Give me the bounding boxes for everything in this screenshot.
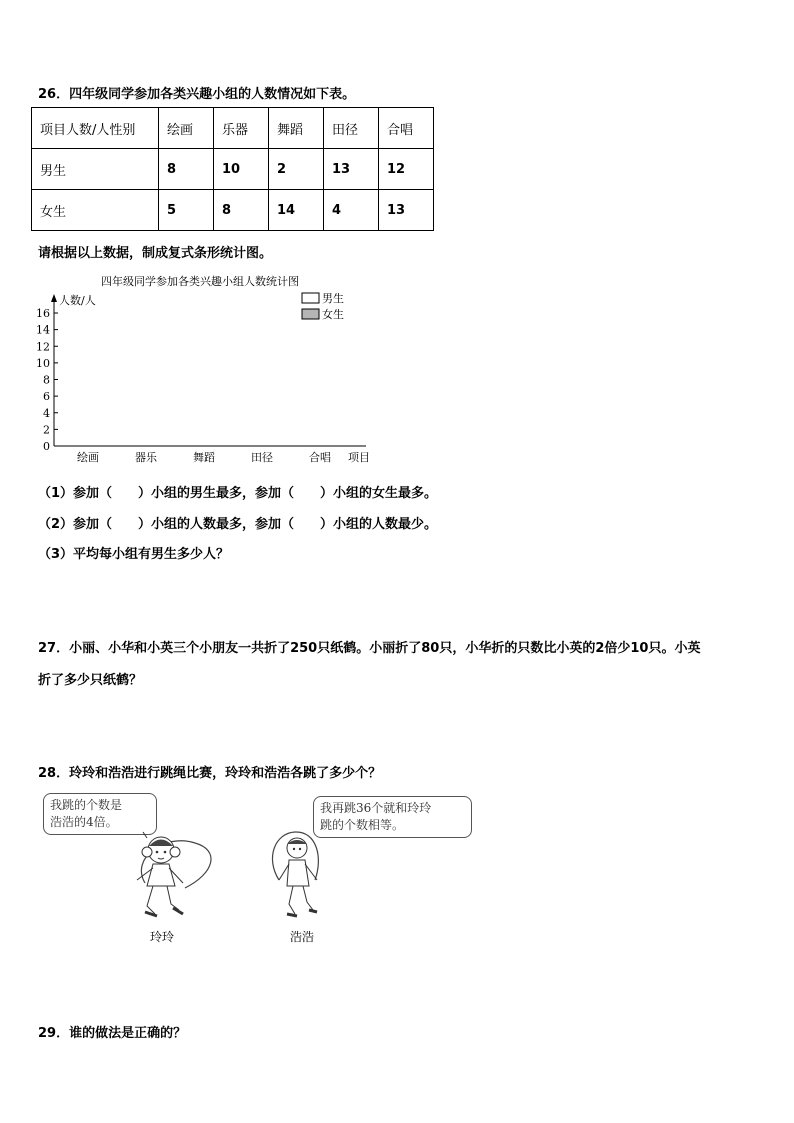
y-tick-label: 12 bbox=[36, 340, 50, 354]
table-cell: 8 bbox=[214, 190, 269, 231]
table-cell: 12 bbox=[379, 149, 434, 190]
table-row bbox=[32, 149, 434, 190]
q29-title: 29．谁的做法是正确的？ bbox=[38, 1026, 187, 1041]
table-cell: 13 bbox=[324, 149, 379, 190]
table-header-cell: 乐器 bbox=[214, 108, 269, 149]
table-header-row bbox=[32, 108, 434, 149]
legend-swatch-boys bbox=[302, 293, 319, 303]
y-tick-label: 10 bbox=[36, 356, 50, 370]
y-tick-label: 16 bbox=[36, 307, 50, 320]
bubble-text: 浩浩的4倍。 bbox=[50, 815, 118, 829]
q28-title: 28．玲玲和浩浩进行跳绳比赛，玲玲和浩浩各跳了多少个？ bbox=[38, 766, 382, 781]
table-cell: 10 bbox=[214, 149, 269, 190]
grouped-bar-chart bbox=[30, 268, 375, 468]
x-axis-label: 项目 bbox=[348, 451, 370, 464]
table-row bbox=[32, 190, 434, 231]
y-tick-label: 8 bbox=[43, 373, 50, 387]
y-tick-label: 6 bbox=[43, 390, 50, 404]
q26-instruction: 请根据以上数据，制成复式条形统计图。 bbox=[38, 246, 273, 261]
legend-label-girls: 女生 bbox=[322, 308, 344, 321]
boy-jumping-rope-illustration bbox=[265, 828, 345, 928]
q26-title: 26．四年级同学参加各类兴趣小组的人数情况如下表。 bbox=[38, 87, 356, 102]
name-label-haohao: 浩浩 bbox=[290, 930, 315, 944]
x-category-label: 器乐 bbox=[135, 451, 157, 464]
q26-sub1: （1）参加（ ）小组的男生最多，参加（ ）小组的女生最多。 bbox=[38, 486, 438, 501]
table-cell: 4 bbox=[324, 190, 379, 231]
q27-line1: 27．小丽、小华和小英三个小朋友一共折了250只纸鹤。小丽折了80只，小华折的只数比小英的2倍少10只。小英 bbox=[38, 641, 701, 656]
q26-sub3: （3）平均每小组有男生多少人？ bbox=[38, 547, 230, 562]
y-axis-label: 人数/人 bbox=[59, 294, 96, 307]
table-cell: 男生 bbox=[32, 149, 159, 190]
table-cell: 5 bbox=[159, 190, 214, 231]
data-table bbox=[31, 107, 434, 231]
table-cell: 2 bbox=[269, 149, 324, 190]
q27-line2: 折了多少只纸鹤？ bbox=[38, 673, 143, 688]
x-category-label: 舞蹈 bbox=[193, 451, 215, 464]
table-cell: 8 bbox=[159, 149, 214, 190]
y-tick-label: 0 bbox=[43, 440, 50, 453]
table-header-cell: 田径 bbox=[324, 108, 379, 149]
table-header-cell: 绘画 bbox=[159, 108, 214, 149]
y-tick-label: 4 bbox=[43, 406, 50, 420]
bubble-text: 我跳的个数是 bbox=[50, 798, 123, 812]
x-category-label: 合唱 bbox=[309, 451, 331, 464]
y-tick-label: 2 bbox=[43, 423, 50, 437]
x-category-label: 绘画 bbox=[77, 451, 99, 464]
name-label-lingling: 玲玲 bbox=[150, 930, 175, 944]
x-category-label: 田径 bbox=[251, 451, 273, 464]
y-tick-label: 14 bbox=[36, 323, 50, 337]
table-cell: 13 bbox=[379, 190, 434, 231]
q26-sub2: （2）参加（ ）小组的人数最多，参加（ ）小组的人数最少。 bbox=[38, 517, 438, 532]
legend-swatch-girls bbox=[302, 309, 319, 319]
chart-title: 四年级同学参加各类兴趣小组人数统计图 bbox=[101, 275, 299, 288]
table-header-cell: 项目人数/人性别 bbox=[32, 108, 159, 149]
bubble-text: 我再跳36个就和玲玲 bbox=[320, 801, 432, 815]
table-cell: 女生 bbox=[32, 190, 159, 231]
y-axis-arrow bbox=[51, 294, 57, 302]
table-header-cell: 舞蹈 bbox=[269, 108, 324, 149]
bubble-text: 跳的个数相等。 bbox=[320, 818, 405, 832]
table-cell: 14 bbox=[269, 190, 324, 231]
table-header-cell: 合唱 bbox=[379, 108, 434, 149]
girl-jumping-rope-illustration bbox=[125, 828, 225, 928]
legend-label-boys: 男生 bbox=[322, 292, 344, 305]
